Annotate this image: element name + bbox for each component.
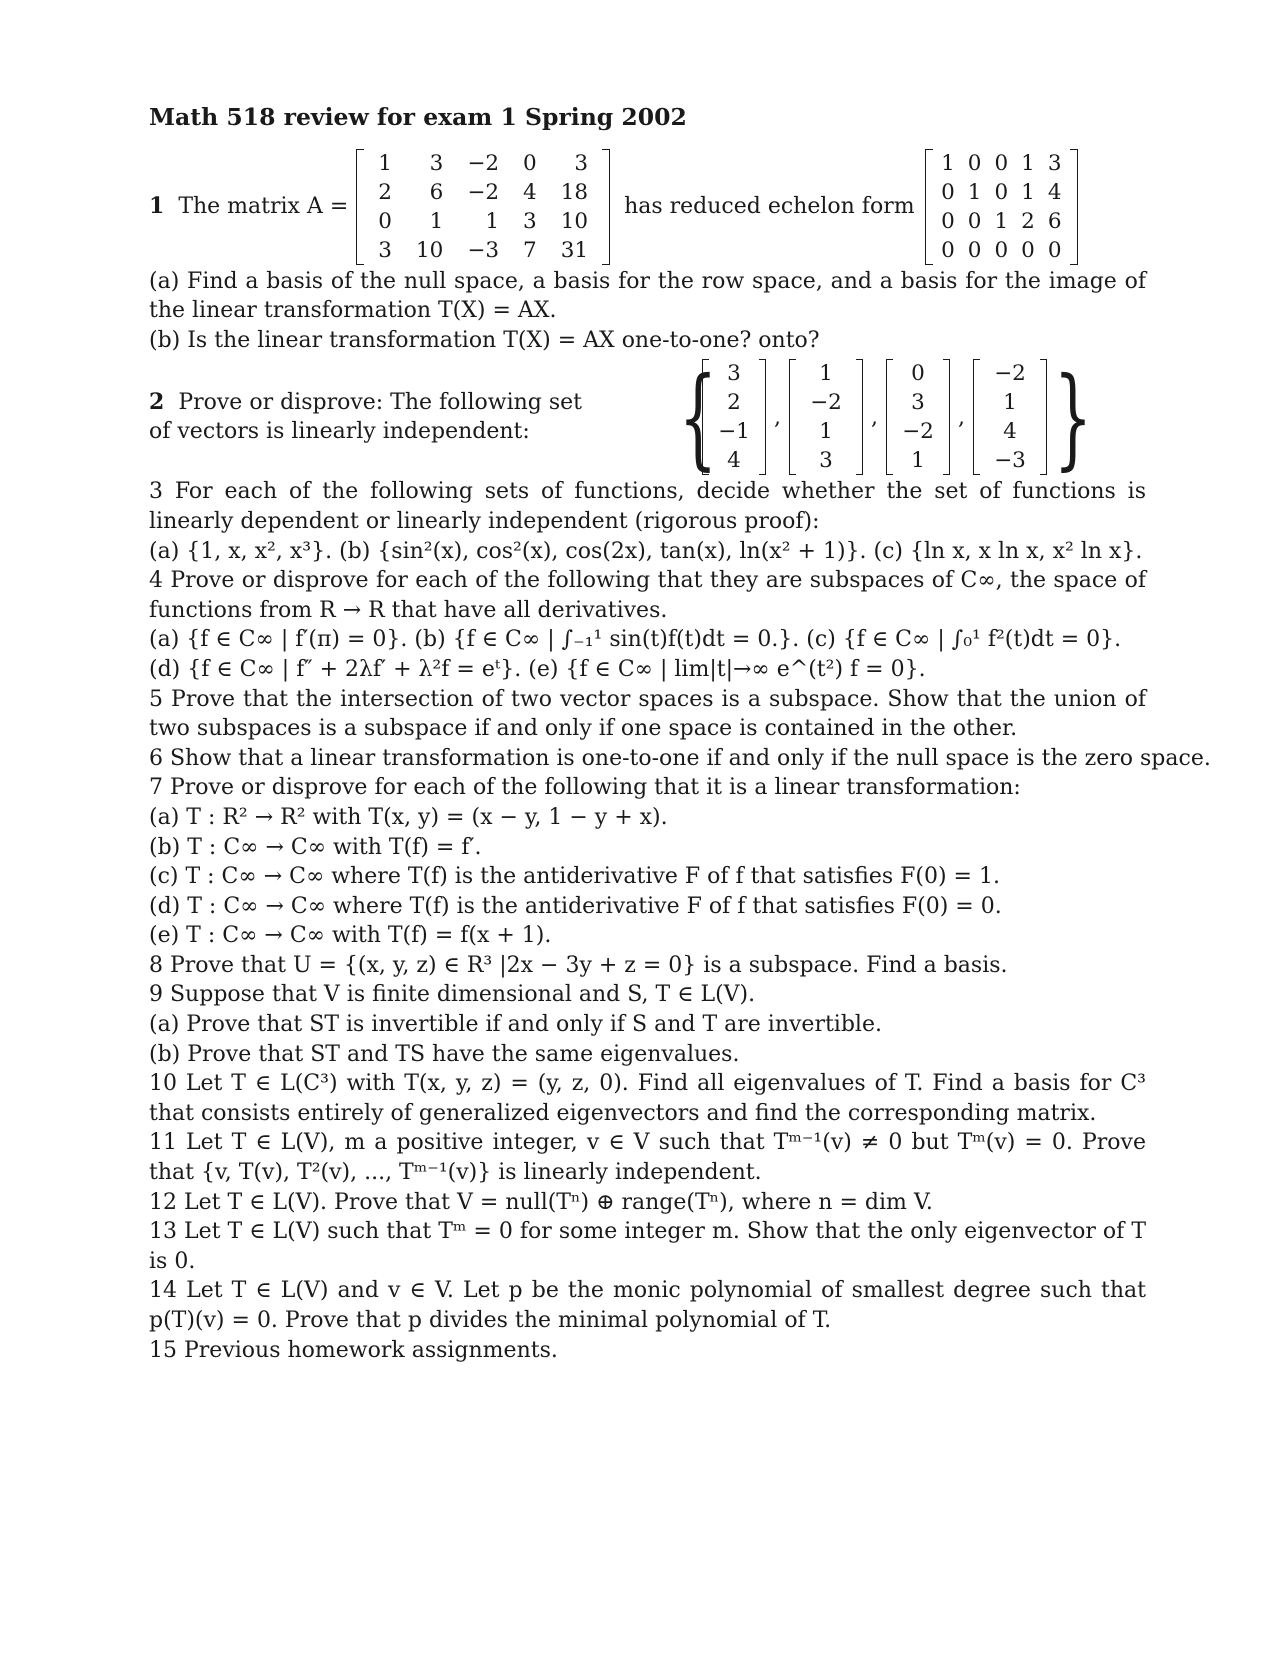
problem-7: 7 Prove or disprove for each of the following that it is a linear transformation: bbox=[149, 775, 1021, 801]
problem-5: 5 Prove that the intersection of two vector spaces is a subspace. Show that the union of two subspaces is a subspace if and only if one space is contained in the other. bbox=[149, 686, 1146, 742]
problem-4: 4 Prove or disprove for each of the following that they are subspaces of C∞, the space of functions from R → R that have all derivatives. bbox=[149, 568, 1146, 623]
problem-1-mid-text: has reduced echelon form bbox=[624, 193, 915, 219]
problem-9b: (b) Prove that ST and TS have the same eigenvalues. bbox=[149, 1041, 740, 1067]
matrix-cell: 0 bbox=[1021, 237, 1035, 263]
matrix-cell: 6 bbox=[429, 179, 444, 205]
vector-3 bbox=[886, 359, 950, 475]
vector-entry: −2 bbox=[810, 390, 842, 416]
matrix-cell: 3 bbox=[523, 208, 537, 234]
problem-2-statement: Prove or disprove: The following set of vectors is linearly independent: bbox=[149, 389, 583, 445]
separator-comma: , bbox=[871, 404, 878, 430]
vector-entry: 1 bbox=[911, 448, 925, 474]
problem-1-lead-text: The matrix A = bbox=[178, 193, 349, 219]
separator-comma: , bbox=[958, 404, 965, 430]
problem-2 bbox=[149, 353, 1146, 482]
problem-13: 13 Let T ∈ L(V) such that Tᵐ = 0 for some integer m. Show that the only eigenvector of T is 0. bbox=[149, 1219, 1146, 1274]
matrix-row bbox=[935, 207, 1068, 236]
vector-entry: 0 bbox=[911, 361, 925, 387]
vector-4 bbox=[973, 359, 1047, 475]
matrix-cell: 3 bbox=[378, 237, 392, 263]
vector-entry: −2 bbox=[902, 419, 934, 445]
vector-entry: 3 bbox=[727, 361, 741, 387]
matrix-cell: −3 bbox=[467, 237, 500, 263]
matrix-a-table bbox=[366, 149, 600, 265]
problem-7e: (e) T : C∞ → C∞ with T(f) = f(x + 1). bbox=[149, 923, 552, 949]
matrix-row bbox=[366, 207, 600, 236]
problem-4-parts-de: (d) {f ∈ C∞ | f″ + 2λf′ + λ²f = eᵗ}. (e) {f ∈ C∞ | lim|t|→∞ e^(t²) f = 0}. bbox=[149, 656, 926, 682]
vector-2 bbox=[789, 359, 863, 475]
vector-entry: −2 bbox=[994, 361, 1026, 387]
vector-entry: 2 bbox=[727, 390, 741, 416]
matrix-cell: 1 bbox=[1021, 150, 1035, 176]
matrix-row bbox=[366, 149, 600, 178]
matrix-cell: 0 bbox=[994, 237, 1009, 263]
matrix-cell: 3 bbox=[429, 150, 444, 176]
matrix-reduced-table bbox=[935, 149, 1068, 265]
document-body bbox=[149, 103, 1211, 1365]
matrix-cell: 2 bbox=[1021, 208, 1035, 234]
document-title: Math 518 review for exam 1 Spring 2002 bbox=[149, 103, 687, 131]
vector-entry: 4 bbox=[727, 448, 741, 474]
right-brace: } bbox=[1053, 353, 1093, 482]
problem-7d: (d) T : C∞ → C∞ where T(f) is the antiderivative F of f that satisfies F(0) = 0. bbox=[149, 893, 1002, 919]
matrix-row bbox=[935, 178, 1068, 207]
vector-set bbox=[672, 353, 1093, 482]
problem-7c: (c) T : C∞ → C∞ where T(f) is the antiderivative F of f that satisfies F(0) = 1. bbox=[149, 864, 1000, 890]
problem-7a: (a) T : R² → R² with T(x, y) = (x − y, 1 − y + x). bbox=[149, 804, 668, 830]
problem-12: 12 Let T ∈ L(V). Prove that V = null(Tⁿ) ⊕ range(Tⁿ), where n = dim V. bbox=[149, 1189, 933, 1215]
matrix-cell: 1 bbox=[994, 208, 1009, 234]
problem-10: 10 Let T ∈ L(C³) with T(x, y, z) = (y, z, 0). Find all eigenvalues of T. Find a basis for C³ that consists entirely of generalized eigenvectors and find the corresponding matrix. bbox=[149, 1071, 1146, 1126]
problem-1b: (b) Is the linear transformation T(X) = AX one-to-one? onto? bbox=[149, 327, 820, 353]
matrix-cell: 31 bbox=[560, 237, 589, 263]
problem-number: 1 bbox=[149, 192, 165, 219]
matrix-cell: 3 bbox=[574, 150, 589, 176]
problem-9a: (a) Prove that ST is invertible if and only if S and T are invertible. bbox=[149, 1012, 882, 1038]
matrix-cell: 4 bbox=[523, 179, 537, 205]
problem-number: 2 bbox=[149, 388, 165, 415]
problem-14: 14 Let T ∈ L(V) and v ∈ V. Let p be the monic polynomial of smallest degree such that p(T)(v) = 0. Prove that p divides the minimal polynomial of T. bbox=[149, 1278, 1146, 1333]
problem-7b: (b) T : C∞ → C∞ with T(f) = f′. bbox=[149, 834, 482, 860]
problem-1-header bbox=[149, 147, 1146, 267]
matrix-cell: −2 bbox=[467, 150, 500, 176]
matrix-row bbox=[935, 149, 1068, 178]
matrix-cell: 0 bbox=[1047, 237, 1062, 263]
separator-comma: , bbox=[774, 404, 781, 430]
matrix-cell: 3 bbox=[1047, 150, 1062, 176]
matrix-cell: 1 bbox=[429, 208, 444, 234]
vector-entry: 3 bbox=[819, 448, 833, 474]
problem-2-text bbox=[149, 388, 604, 447]
matrix-cell: 0 bbox=[941, 237, 955, 263]
matrix-row bbox=[935, 236, 1068, 265]
problem-8: 8 Prove that U = {(x, y, z) ∈ R³ |2x − 3y + z = 0} is a subspace. Find a basis. bbox=[149, 952, 1008, 978]
matrix-cell: 7 bbox=[523, 237, 537, 263]
matrix-cell: 0 bbox=[523, 150, 537, 176]
problem-11: 11 Let T ∈ L(V), m a positive integer, v ∈ V such that Tᵐ⁻¹(v) ≠ 0 but Tᵐ(v) = 0. Prove that {v, T(v), T²(v), ..., Tᵐ⁻¹(v)} is linearly independent. bbox=[149, 1130, 1146, 1186]
matrix-cell: 0 bbox=[941, 208, 955, 234]
vector-entry: −1 bbox=[718, 419, 750, 445]
matrix-cell: 1 bbox=[485, 208, 500, 234]
problem-1-lead bbox=[149, 192, 348, 222]
matrix-cell: 10 bbox=[415, 237, 444, 263]
problem-15: 15 Previous homework assignments. bbox=[149, 1337, 558, 1363]
problem-1a: (a) Find a basis of the null space, a basis for the row space, and a basis for the image of the linear transformation T(X) = AX. bbox=[149, 268, 1146, 324]
matrix-cell: 0 bbox=[994, 150, 1009, 176]
vector-entry: −3 bbox=[994, 448, 1026, 474]
matrix-cell: 1 bbox=[941, 150, 955, 176]
left-brace: { bbox=[678, 353, 718, 482]
matrix-cell: 1 bbox=[967, 179, 982, 205]
problem-3: 3 For each of the following sets of functions, decide whether the set of functions is linearly dependent or linearly independent (rigorous proof): bbox=[149, 479, 1146, 534]
vector-entry: 1 bbox=[819, 419, 833, 445]
problem-3-parts: (a) {1, x, x², x³}. (b) {sin²(x), cos²(x), cos(2x), tan(x), ln(x² + 1)}. (c) {ln x, x ln x, x² ln x}. bbox=[149, 538, 1143, 564]
matrix-cell: 0 bbox=[994, 179, 1009, 205]
matrix-cell: 4 bbox=[1047, 179, 1062, 205]
matrix-row bbox=[366, 236, 600, 265]
matrix-cell: 0 bbox=[967, 208, 982, 234]
matrix-cell: 0 bbox=[378, 208, 392, 234]
matrix-cell: 0 bbox=[941, 179, 955, 205]
vector-1 bbox=[702, 359, 766, 475]
problem-6: 6 Show that a linear transformation is one-to-one if and only if the null space is the zero space. bbox=[149, 745, 1211, 771]
matrix-cell: 10 bbox=[560, 208, 589, 234]
matrix-cell: 0 bbox=[967, 237, 982, 263]
vector-entry: 1 bbox=[819, 361, 833, 387]
vector-entry: 1 bbox=[1003, 390, 1017, 416]
problem-4-parts-abc: (a) {f ∈ C∞ | f′(π) = 0}. (b) {f ∈ C∞ | ∫₋₁¹ sin(t)f(t)dt = 0.}. (c) {f ∈ C∞ | ∫₀¹ f²(t)dt = 0}. bbox=[149, 627, 1122, 653]
matrix-cell: 0 bbox=[967, 150, 982, 176]
problem-9: 9 Suppose that V is finite dimensional and S, T ∈ L(V). bbox=[149, 982, 756, 1008]
matrix-reduced bbox=[925, 149, 1078, 265]
matrix-a bbox=[356, 149, 610, 265]
matrix-row bbox=[366, 178, 600, 207]
matrix-cell: 1 bbox=[378, 150, 392, 176]
matrix-cell: 1 bbox=[1021, 179, 1035, 205]
matrix-cell: 18 bbox=[560, 179, 589, 205]
vector-entry: 3 bbox=[911, 390, 925, 416]
matrix-cell: −2 bbox=[467, 179, 500, 205]
matrix-cell: 2 bbox=[378, 179, 392, 205]
vector-entry: 4 bbox=[1003, 419, 1017, 445]
matrix-cell: 6 bbox=[1047, 208, 1062, 234]
